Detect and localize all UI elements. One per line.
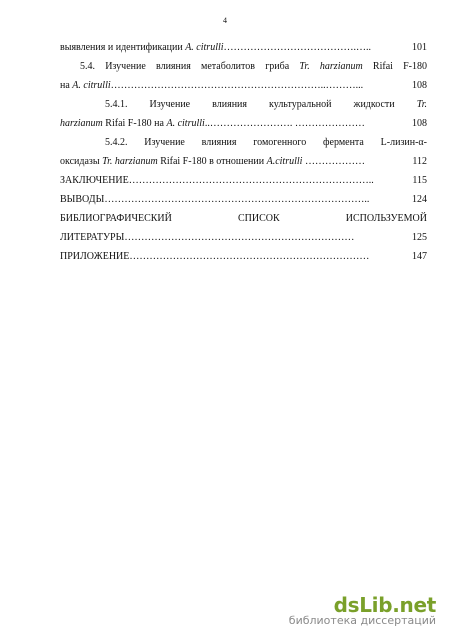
toc-italic: Tr. (416, 99, 427, 110)
watermark (289, 593, 436, 627)
toc-page: 101 (412, 42, 427, 53)
toc-italic: A. citrulli (166, 118, 205, 129)
toc-entry (60, 190, 427, 209)
toc-text: 5.4.1. Изучение влияния культуральной жидкости (105, 99, 417, 110)
toc-leader: ……………… (302, 156, 365, 167)
toc-leader: ………………………………….….. (223, 42, 372, 53)
toc-text: ВЫВОДЫ…………………………………………………………………….. (60, 194, 370, 205)
toc-entry (60, 95, 427, 114)
toc-italic: harzianum (60, 118, 103, 129)
toc-page: 147 (412, 251, 427, 262)
toc-italic: A. citrulli (185, 42, 224, 53)
toc-entry-cont (60, 152, 427, 171)
logo-main: dsLib (333, 593, 393, 617)
table-of-contents (60, 38, 427, 266)
watermark-subtitle: библиотека диссертаций (288, 614, 436, 627)
toc-entry (60, 133, 427, 152)
toc-italic: Tr. harzianum (102, 156, 158, 167)
toc-page: 112 (412, 156, 427, 167)
toc-text: на (60, 80, 73, 91)
toc-text: оксидазы (60, 156, 103, 167)
toc-page: 108 (412, 118, 427, 129)
toc-text: ЛИТЕРАТУРЫ…………………………………………………………… (60, 232, 355, 243)
toc-page: 124 (412, 194, 427, 205)
logo-tld: .net (392, 593, 436, 617)
toc-text: 5.4.2. Изучение влияния гомогенного фермента L-лизин-α- (105, 137, 427, 148)
toc-text: ПРИЛОЖЕНИЕ……………………………………………………………… (60, 251, 370, 262)
toc-entry (60, 247, 427, 266)
toc-entry (60, 57, 427, 76)
toc-entry (60, 209, 427, 228)
toc-entry (60, 171, 427, 190)
toc-text: 5.4. Изучение влияния метаболитов гриба (80, 61, 300, 72)
toc-page: 108 (412, 80, 427, 91)
toc-page: 115 (412, 175, 427, 186)
toc-page: 125 (412, 232, 427, 243)
toc-text: выявления и идентификации (60, 42, 186, 53)
toc-entry (60, 38, 427, 57)
toc-leader: ………………………………………………………..………... (110, 80, 364, 91)
toc-entry-cont (60, 76, 427, 95)
toc-italic: Tr. harzianum (299, 61, 363, 72)
page-number: 4 (223, 16, 227, 25)
toc-leader: ..……………………. ………………… (204, 118, 365, 129)
toc-italic: A.citrulli (266, 156, 303, 167)
toc-italic: A. citrulli (72, 80, 111, 91)
toc-entry-cont (60, 228, 427, 247)
toc-text: Rifai F-180 на (102, 118, 167, 129)
toc-entry-cont (60, 114, 427, 133)
toc-text: Rifai F-180 (362, 61, 427, 72)
toc-text: ЗАКЛЮЧЕНИЕ……………………………………………………………….. (60, 175, 374, 186)
toc-text: БИБЛИОГРАФИЧЕСКИЙ СПИСОК ИСПОЛЬЗУЕМОЙ (60, 213, 427, 224)
toc-text: Rifai F-180 в отношении (157, 156, 267, 167)
